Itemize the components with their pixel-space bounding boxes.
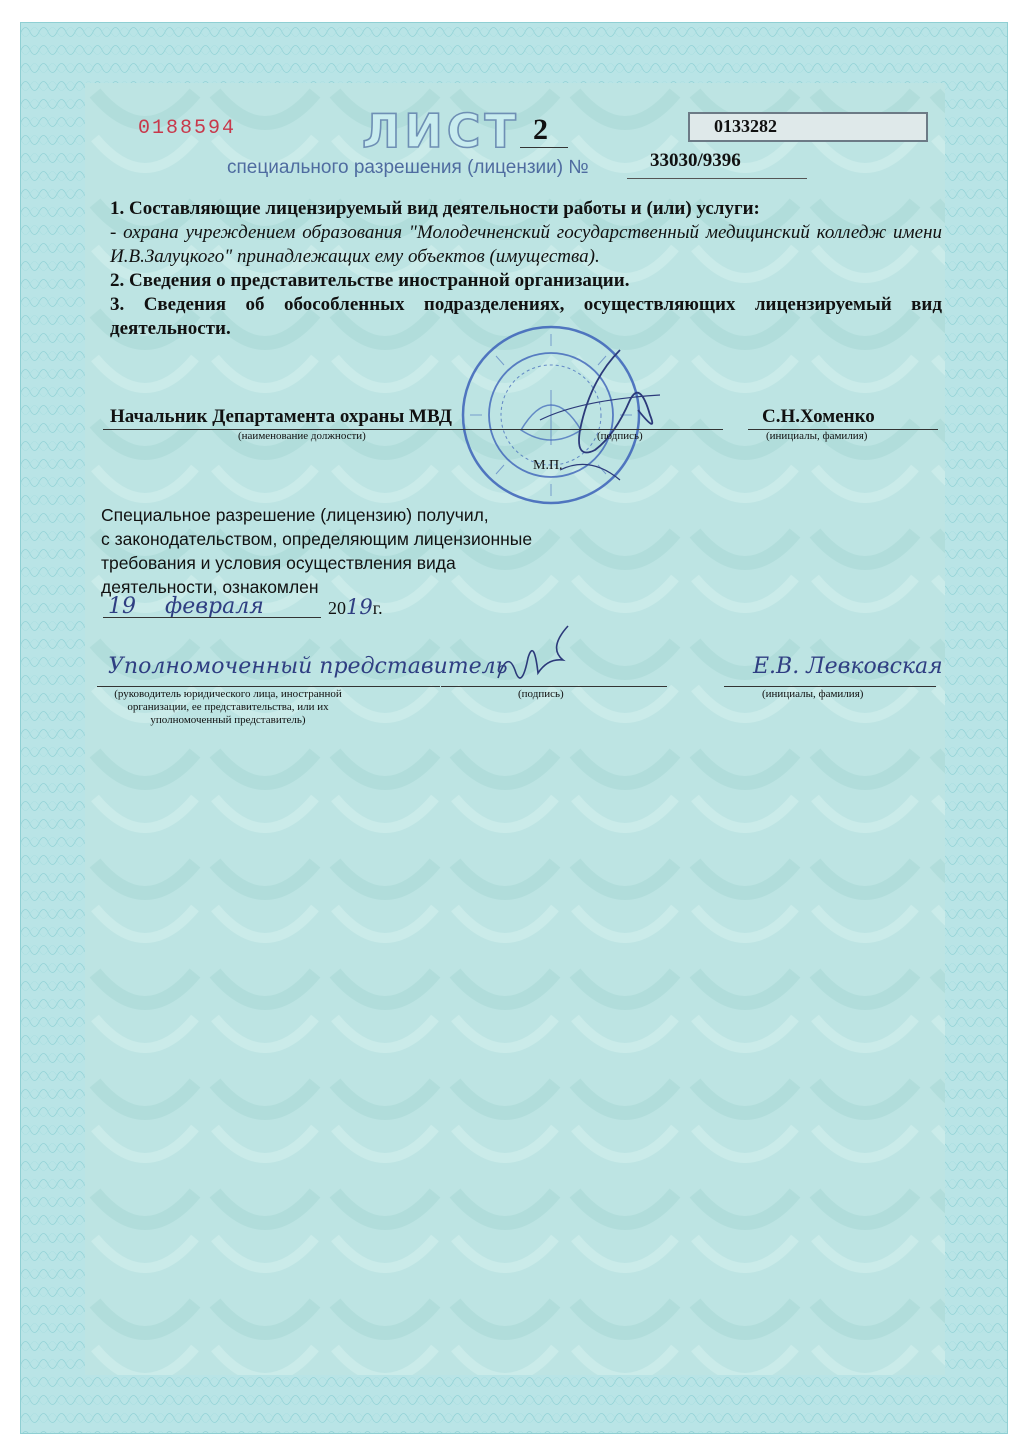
representative-signature-caption: (подпись) xyxy=(518,688,564,700)
registration-box: 0133282 xyxy=(688,112,928,142)
date-year-suffix: 19 xyxy=(346,595,373,619)
date-month: февраля xyxy=(165,594,264,619)
signature-caption: (подпись) xyxy=(597,430,643,442)
representative-role: Уполномоченный представитель xyxy=(108,654,508,679)
date-year xyxy=(328,595,383,619)
position-caption: (наименование должности) xyxy=(238,430,366,442)
signatory-position: Начальник Департамента охраны МВД xyxy=(110,406,452,427)
representative-name: Е.В. Левковская xyxy=(753,654,943,679)
receipt-line: с законодательством, определяющим лицензионные xyxy=(101,529,533,549)
representative-role-line xyxy=(97,686,440,687)
license-subtitle: специального разрешения (лицензии) № xyxy=(227,157,589,178)
date-year-end: г. xyxy=(372,598,383,618)
section-3-heading: 3. Сведения об обособленных подразделениях, осуществляющих лицензируемый вид деятельности. xyxy=(110,294,942,339)
sheet-number-underline xyxy=(520,147,568,148)
license-number: 33030/9396 xyxy=(650,150,741,171)
seal-label: М.П. xyxy=(533,458,563,473)
receipt-line: требования и условия осуществления вида xyxy=(101,553,456,573)
receipt-statement xyxy=(101,503,532,599)
representative-signature-line xyxy=(441,686,667,687)
serial-number: 0188594 xyxy=(138,117,237,140)
signatory-name: С.Н.Хоменко xyxy=(762,406,875,427)
representative-signature xyxy=(488,618,578,693)
name-caption: (инициалы, фамилия) xyxy=(766,430,868,442)
date-day: 19 xyxy=(108,594,136,619)
sheet-title: ЛИСТ xyxy=(362,104,520,158)
receipt-line: деятельности, ознакомлен xyxy=(101,577,319,597)
representative-role-caption: (руководитель юридического лица, иностранной организации, ее представительства, или их уполномоченный представитель) xyxy=(114,688,342,726)
representative-name-caption: (инициалы, фамилия) xyxy=(762,688,864,700)
representative-name-line xyxy=(724,686,936,687)
license-number-underline xyxy=(627,178,807,179)
section-2-heading: 2. Сведения о представительстве иностранной организации. xyxy=(110,270,630,291)
date-line xyxy=(103,617,321,618)
receipt-line: Специальное разрешение (лицензию) получил, xyxy=(101,505,489,525)
section-1-heading: 1. Составляющие лицензируемый вид деятельности работы и (или) услуги: xyxy=(110,198,760,219)
section-1-text: - охрана учреждением образования "Молодечненский государственный медицинский колледж имени И.В.Залуцкого" принадлежащих ему объектов (имущества). xyxy=(110,222,942,267)
sheet-number: 2 xyxy=(533,113,548,146)
date-year-prefix: 20 xyxy=(328,598,346,618)
